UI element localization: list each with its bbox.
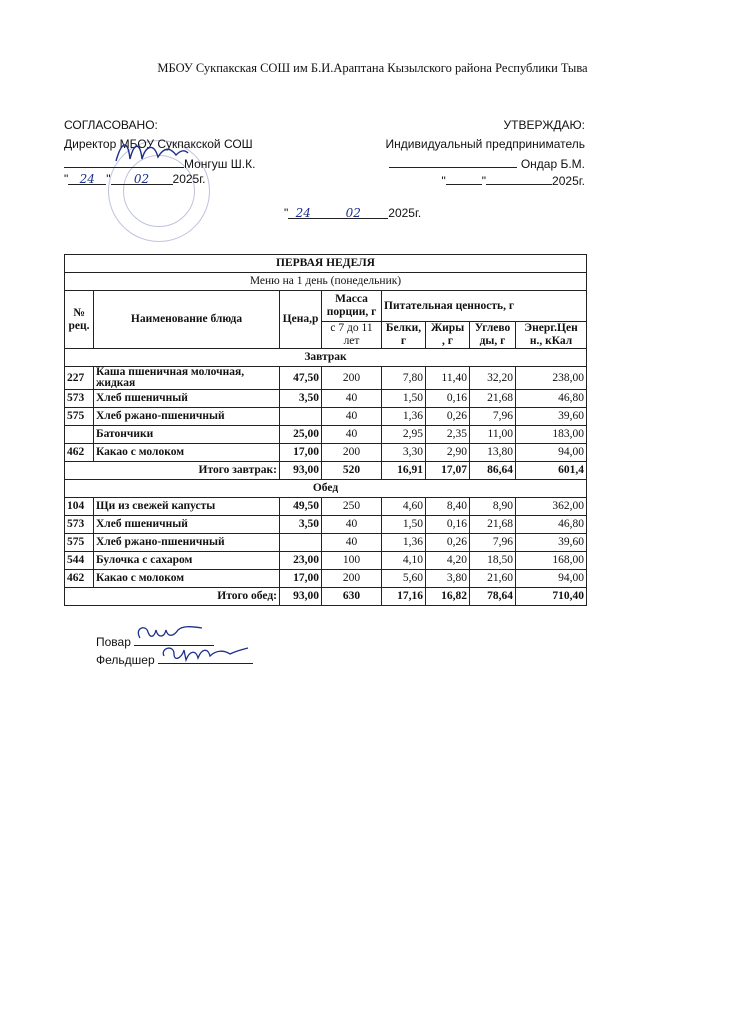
agreed-date-day: 24 <box>68 172 106 185</box>
menu-table <box>64 254 587 606</box>
approve-position: Индивидуальный предприниматель <box>385 137 585 151</box>
table-row: 575 Хлеб ржано-пшеничный 40 1,36 0,26 7,96 39,60 <box>65 534 587 552</box>
header-price: Цена,р <box>280 291 322 349</box>
approve-name: Ондар Б.М. <box>520 157 585 171</box>
header-fat: Жиры , г <box>426 322 470 349</box>
total-row-lunch: Итого обед: 93,00 630 17,16 16,82 78,64 710,40 <box>65 588 587 606</box>
agreed-date-month: 02 <box>111 172 173 185</box>
table-row: 227 Каша пшеничная молочная, жидкая 47,50 200 7,80 11,40 32,20 238,00 <box>65 367 587 390</box>
agreed-date-year: 2025г. <box>172 172 206 186</box>
header-name: Наименование блюда <box>94 291 280 349</box>
header-protein: Белки, г <box>382 322 426 349</box>
day-title: Меню на 1 день (понедельник) <box>65 273 587 291</box>
medic-handwritten-signature <box>158 640 250 668</box>
section-breakfast: Завтрак <box>65 349 587 367</box>
section-lunch: Обед <box>65 480 587 498</box>
header-mass-age: с 7 до 11 лет <box>322 322 382 349</box>
table-row: Батончики 25,00 40 2,95 2,35 11,00 183,00 <box>65 426 587 444</box>
header-mass: Масса порции, г <box>322 291 382 322</box>
header-carb: Углево ды, г <box>470 322 516 349</box>
total-row-breakfast: Итого завтрак: 93,00 520 16,91 17,07 86,64 601,4 <box>65 462 587 480</box>
table-row: 104 Щи из свежей капусты 49,50 250 4,60 8,40 8,90 362,00 <box>65 498 587 516</box>
approve-date: " " 2025г. <box>441 174 585 188</box>
menu-date-year: 2025г. <box>388 206 422 220</box>
header-num: № рец. <box>65 291 94 349</box>
agreed-date: " 24 " 02 2025г. <box>64 172 206 186</box>
table-row: 573 Хлеб пшеничный 3,50 40 1,50 0,16 21,68 46,80 <box>65 516 587 534</box>
agreed-name: Монгуш Ш.К. <box>184 157 256 171</box>
menu-date: " 24 02 2025г. <box>284 206 422 220</box>
header-nutrition: Питательная ценность, г <box>382 291 587 322</box>
director-signature <box>112 135 192 170</box>
agreed-position: Директор МБОУ Сукпакской СОШ <box>64 137 253 151</box>
table-row: 462 Какао с молоком 17,00 200 5,60 3,80 21,60 94,00 <box>65 570 587 588</box>
medic-label: Фельдшер <box>96 653 155 667</box>
table-row: 575 Хлеб ржано-пшеничный 40 1,36 0,26 7,96 39,60 <box>65 408 587 426</box>
school-title: МБОУ Сукпакская СОШ им Б.И.Араптана Кызылского района Республики Тыва <box>157 61 588 75</box>
week-title: ПЕРВАЯ НЕДЕЛЯ <box>65 255 587 273</box>
table-row: 462 Какао с молоком 17,00 200 3,30 2,90 13,80 94,00 <box>65 444 587 462</box>
menu-date-month: 02 <box>318 206 388 219</box>
approve-title: УТВЕРЖДАЮ: <box>503 118 585 132</box>
agreed-title: СОГЛАСОВАНО: <box>64 118 158 132</box>
cook-label: Повар <box>96 635 131 649</box>
header-energy: Энерг.Цен н., кКал <box>516 322 587 349</box>
menu-date-day: 24 <box>288 206 318 219</box>
table-row: 544 Булочка с сахаром 23,00 100 4,10 4,20 18,50 168,00 <box>65 552 587 570</box>
approve-date-year: 2025г. <box>552 174 585 188</box>
table-row: 573 Хлеб пшеничный 3,50 40 1,50 0,16 21,68 46,80 <box>65 390 587 408</box>
approve-signature-line <box>389 155 585 171</box>
